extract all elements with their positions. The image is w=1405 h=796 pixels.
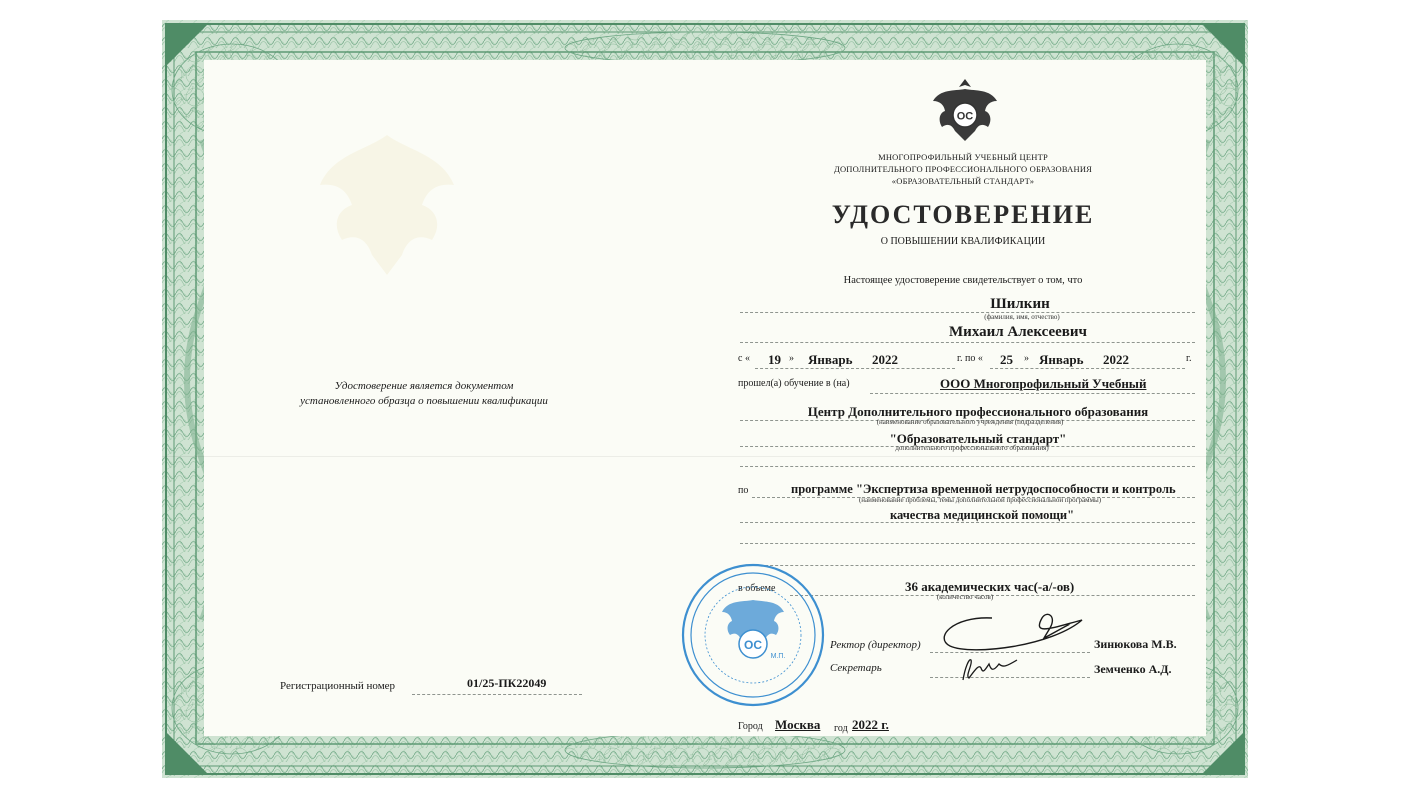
date-from-month: Январь <box>808 352 853 367</box>
date-from-line <box>755 368 955 369</box>
trained-label: прошел(а) обучение в (на) <box>738 378 850 389</box>
date-to-month: Январь <box>1039 352 1084 367</box>
secretary-signature-icon <box>955 650 1025 686</box>
city-value: Москва <box>775 717 821 732</box>
date-from-day: 19 <box>768 352 781 367</box>
stamp-small-letters: М.П. <box>770 653 786 660</box>
rector-name: Зинюкова М.В. <box>1094 637 1177 651</box>
institution-line-2: Центр Дополнительного профессионального образования <box>807 404 1149 419</box>
year-value: 2022 г. <box>852 717 889 732</box>
program-line-2-rule <box>740 522 1195 523</box>
date-to-prefix: г. по « <box>957 353 983 364</box>
year-label: год <box>834 723 848 734</box>
institution-line-1-rule <box>870 393 1195 394</box>
blank-rule-1 <box>740 466 1195 467</box>
reg-number-value: 01/25-ПК22049 <box>467 676 547 690</box>
note-line-1: Удостоверение является документом <box>334 380 514 392</box>
program-label: по <box>738 485 749 496</box>
official-stamp-icon <box>680 562 826 708</box>
date-to-close: » <box>1024 353 1029 364</box>
city-label: Город <box>738 721 763 732</box>
fold-line <box>162 456 1248 457</box>
secretary-label: Секретарь <box>830 662 882 674</box>
intro-text: Настоящее удостоверение свидетельствует о том, что <box>843 275 1083 286</box>
stamp-letters: ОС <box>744 638 762 652</box>
volume-caption: (количество часов) <box>936 593 994 601</box>
name-value: Михаил Алексеевич <box>949 324 1087 340</box>
program-caption: (наименование проблемы, темы дополнительной профессиональной программы) <box>858 496 1102 504</box>
date-from-close: » <box>789 353 794 364</box>
note-line-2: установленного образца о повышении квалификации <box>300 395 548 407</box>
date-suffix: г. <box>1186 353 1192 364</box>
program-line-2: качества медицинской помощи" <box>889 508 1075 522</box>
document-subtitle: О ПОВЫШЕНИИ КВАЛИФИКАЦИИ <box>880 236 1046 247</box>
date-to-day: 25 <box>1000 352 1013 367</box>
document-title: УДОСТОВЕРЕНИЕ <box>831 200 1095 229</box>
program-line-1: программе "Экспертиза временной нетрудоспособности и контроль <box>791 482 1176 496</box>
secretary-name: Земченко А.Д. <box>1094 662 1172 676</box>
volume-label: в объеме <box>738 583 776 594</box>
date-from-prefix: с « <box>738 353 750 364</box>
date-to-year: 2022 <box>1103 352 1129 367</box>
org-line-2: ДОПОЛНИТЕЛЬНОГО ПРОФЕССИОНАЛЬНОГО ОБРАЗОВАНИЯ <box>833 164 1093 174</box>
reg-number-label: Регистрационный номер <box>280 680 396 692</box>
emblem-letters: ОС <box>956 110 974 123</box>
institution-caption: (наименование образовательного учреждения (подразделения) <box>876 418 1064 426</box>
surname-line <box>740 312 1195 313</box>
name-line <box>740 342 1195 343</box>
rector-label: Ректор (директор) <box>830 639 921 651</box>
eagle-emblem-icon <box>930 75 1000 145</box>
org-line-3: «ОБРАЗОВАТЕЛЬНЫЙ СТАНДАРТ» <box>891 176 1035 186</box>
institution-line-1: ООО Многопрофильный Учебный <box>940 376 1147 391</box>
org-line-1: МНОГОПРОФИЛЬНЫЙ УЧЕБНЫЙ ЦЕНТР <box>878 152 1048 162</box>
watermark-eagle-icon <box>312 115 462 285</box>
reg-number-line <box>412 694 582 695</box>
institution-line-3: "Образовательный стандарт" <box>889 431 1067 446</box>
blank-rule-2 <box>740 543 1195 544</box>
institution-caption-2: дополнительного профессионального образования) <box>895 444 1049 452</box>
volume-value: 36 академических час(-а/-ов) <box>905 579 1075 594</box>
date-from-year: 2022 <box>872 352 898 367</box>
date-to-line <box>990 368 1185 369</box>
surname-value: Шилкин <box>990 296 1050 312</box>
fio-caption: (фамилия, имя, отчество) <box>984 313 1060 321</box>
